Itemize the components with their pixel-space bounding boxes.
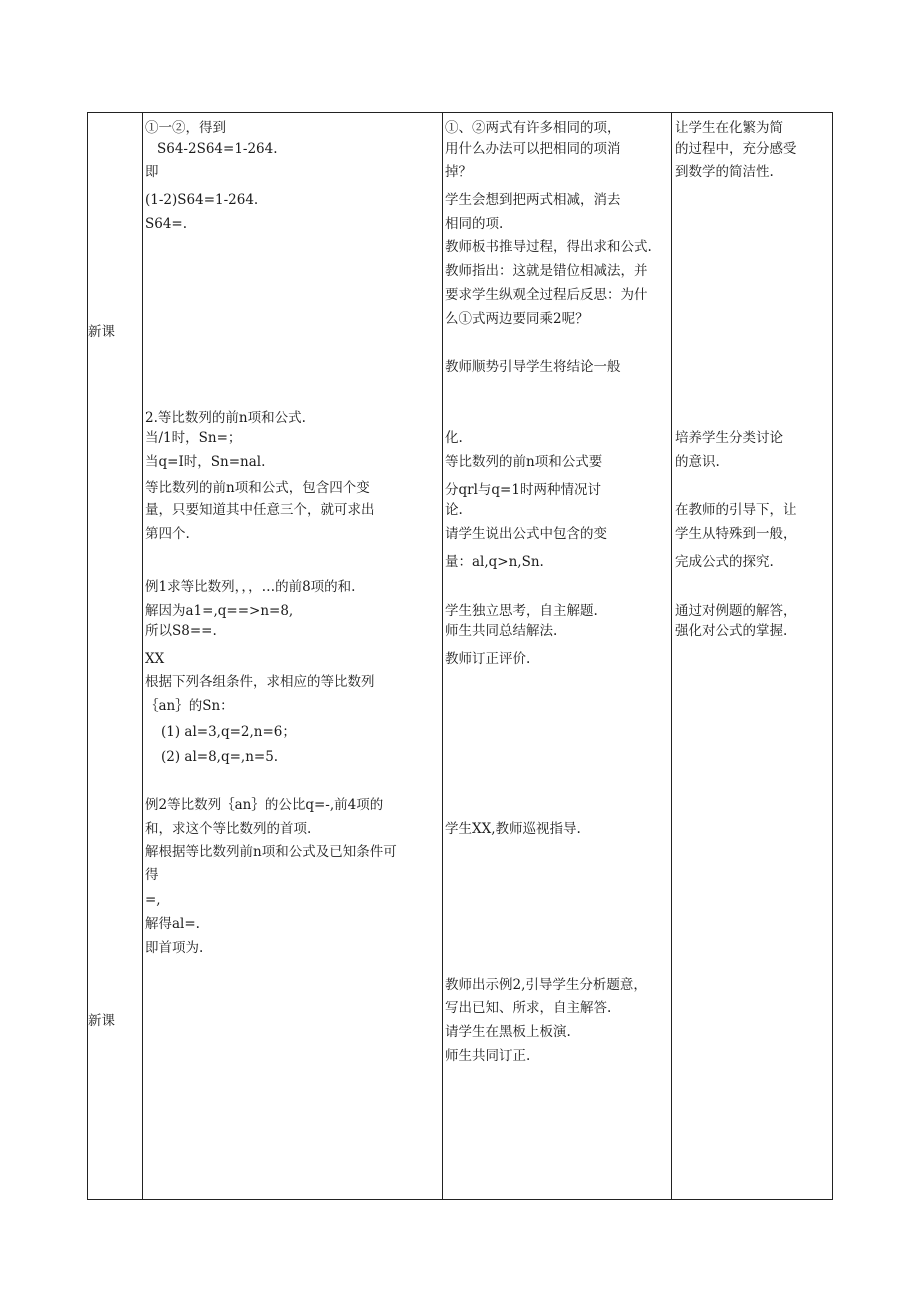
table-bottom-border	[87, 1199, 833, 1200]
intent-line: 强化对公式的掌握.	[675, 623, 788, 639]
content-line: 例1求等比数列，，，…的前8项的和.	[145, 579, 356, 595]
content-line: 解因为a1=,q==>n=8,	[145, 603, 294, 619]
intent-line: 培养学生分类讨论	[675, 430, 783, 446]
intent-line: 的意识.	[675, 454, 720, 470]
column-divider-2	[442, 112, 443, 1200]
activity-line: 教师板书推导过程，得出求和公式.	[445, 239, 652, 255]
content-line: S64-2S64=1-264.	[157, 141, 278, 157]
section-label: 新课	[88, 1013, 115, 1029]
intent-line: 学生从特殊到一般，	[675, 526, 797, 542]
content-line: (2) al=8,q=,n=5.	[161, 749, 279, 765]
content-line: 2.等比数列的前n项和公式.	[145, 410, 306, 426]
intent-line: 在教师的引导下，让	[675, 502, 797, 518]
content-line: 和，求这个等比数列的首项.	[145, 821, 312, 837]
content-line: 即首项为.	[145, 940, 204, 956]
table-left-border	[87, 112, 88, 1200]
content-line: (1) al=3,q=2,n=6；	[161, 724, 296, 740]
content-line: (1-2)S64=1-264.	[145, 192, 259, 208]
column-divider-1	[142, 112, 143, 1200]
activity-line: 师生共同总结解法.	[445, 623, 558, 639]
activity-line: 师生共同订正.	[445, 1048, 531, 1064]
content-line: 当q=I时，Sn=nal.	[145, 454, 266, 470]
content-line: 解根据等比数列前n项和公式及已知条件可	[145, 844, 397, 860]
activity-line: 学生独立思考，自主解题.	[445, 603, 598, 619]
activity-line: 论.	[445, 502, 463, 518]
content-line: 即	[145, 164, 159, 180]
activity-line: 教师出示例2,引导学生分析题意，	[445, 977, 647, 993]
activity-line: 么①式两边要同乘2呢？	[445, 311, 589, 327]
intent-line: 完成公式的探究.	[675, 554, 774, 570]
content-line: 得	[145, 867, 159, 883]
content-line: 所以S8==.	[145, 623, 217, 639]
intent-line: 让学生在化繁为简	[675, 120, 783, 136]
activity-line: 教师订正评价.	[445, 651, 531, 667]
activity-line: 要求学生纵观全过程后反思：为什	[445, 287, 648, 303]
content-line: 根据下列各组条件，求相应的等比数列	[145, 674, 375, 690]
activity-line: 学生会想到把两式相减，消去	[445, 192, 621, 208]
content-line: ①一②，得到	[145, 120, 226, 136]
activity-line: 请学生在黑板上板演.	[445, 1024, 571, 1040]
content-line: 当/1时，Sn=；	[145, 430, 242, 446]
activity-line: 量：al,q>n,Sn.	[445, 554, 544, 570]
activity-line: ①、②两式有许多相同的项，	[445, 120, 621, 136]
content-line: 例2等比数列｛an｝的公比q=-,前4项的	[145, 797, 384, 813]
content-line: S64=.	[145, 216, 188, 232]
activity-line: 分qrl与q=1时两种情况讨	[445, 482, 601, 498]
activity-line: 写出已知、所求，自主解答.	[445, 1000, 612, 1016]
activity-line: 教师顺势引导学生将结论一般	[445, 359, 621, 375]
table-top-border	[87, 112, 833, 113]
content-line: =,	[145, 892, 161, 908]
content-line: 等比数列的前n项和公式，包含四个变	[145, 480, 370, 496]
activity-line: 等比数列的前n项和公式要	[445, 454, 603, 470]
activity-line: 用什么办法可以把相同的项消	[445, 141, 621, 157]
intent-line: 到数学的简洁性.	[675, 164, 774, 180]
activity-line: 化.	[445, 430, 463, 446]
activity-line: 掉？	[445, 164, 472, 180]
table-right-border	[832, 112, 833, 1200]
content-line: ｛an｝的Sn：	[145, 698, 234, 714]
content-line: 解得al=.	[145, 916, 200, 932]
activity-line: 教师指出：这就是错位相减法，并	[445, 263, 648, 279]
activity-line: 相同的项.	[445, 216, 504, 232]
content-line: XX	[145, 651, 165, 667]
intent-line: 通过对例题的解答，	[675, 603, 797, 619]
intent-line: 的过程中，充分感受	[675, 141, 797, 157]
activity-line: 学生XX,教师巡视指导.	[445, 821, 581, 837]
activity-line: 请学生说出公式中包含的变	[445, 526, 607, 542]
content-line: 第四个.	[145, 526, 190, 542]
column-divider-3	[671, 112, 672, 1200]
content-line: 量，只要知道其中任意三个，就可求出	[145, 502, 375, 518]
section-label: 新课	[88, 324, 115, 340]
